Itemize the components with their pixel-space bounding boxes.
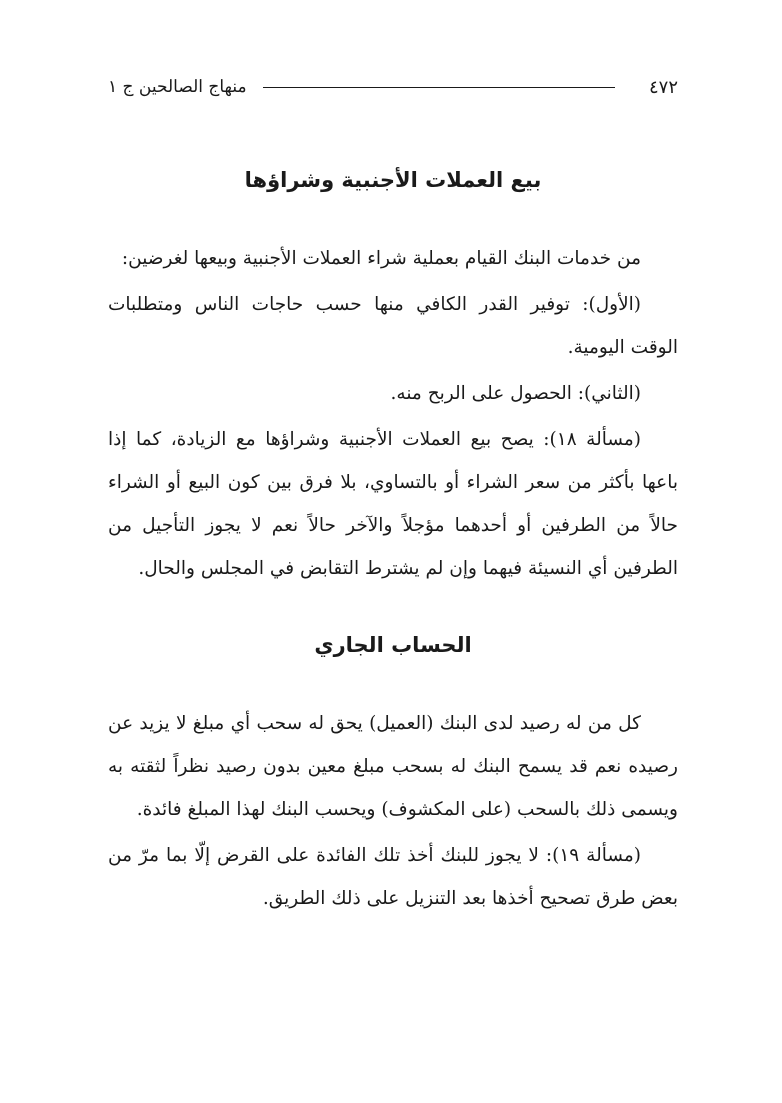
book-title: منهاج الصالحين ج ١ <box>108 77 247 97</box>
section-body-foreign-currency <box>108 237 678 593</box>
section-title-foreign-currency: بيع العملات الأجنبية وشراؤها <box>244 168 542 192</box>
section-body-current-account <box>108 702 678 923</box>
running-header <box>108 72 678 102</box>
paragraph: (الأول): توفير القدر الكافي منها حسب حاجات الناس ومتطلبات الوقت اليومية. <box>108 294 678 358</box>
paragraph: (مسألة ١٨): يصح بيع العملات الأجنبية وشراؤها مع الزيادة، كما إذا باعها بأكثر من سعر الشراء أو بالتساوي، بلا فرق بين كون البيع أو الشراء حالاً من الطرفين أو أحدهما مؤجلاً والآخر حالاً نعم لا يجوز التأجيل من الطرفين أي النسيئة فيهما وإن لم يشترط التقابض في المجلس والحال. <box>108 429 678 579</box>
section-title-current-account: الحساب الجاري <box>314 633 472 657</box>
paragraph: كل من له رصيد لدى البنك (العميل) يحق له سحب أي مبلغ لا يزيد عن رصيده نعم قد يسمح البنك له بسحب مبلغ معين بدون رصيد نظراً لثقته به ويسمى ذلك بالسحب (على المكشوف) ويحسب البنك لهذا المبلغ فائدة. <box>108 713 678 820</box>
page-number: ٤٧٢ <box>648 76 678 98</box>
paragraph: (مسألة ١٩): لا يجوز للبنك أخذ تلك الفائدة على القرض إلّا بما مرّ من بعض طرق تصحيح أخذها بعد التنزيل على ذلك الطريق. <box>108 845 678 909</box>
header-rule <box>263 87 615 88</box>
paragraph: من خدمات البنك القيام بعملية شراء العملات الأجنبية وبيعها لغرضين: <box>121 248 641 269</box>
paragraph: (الثاني): الحصول على الربح منه. <box>390 383 641 404</box>
